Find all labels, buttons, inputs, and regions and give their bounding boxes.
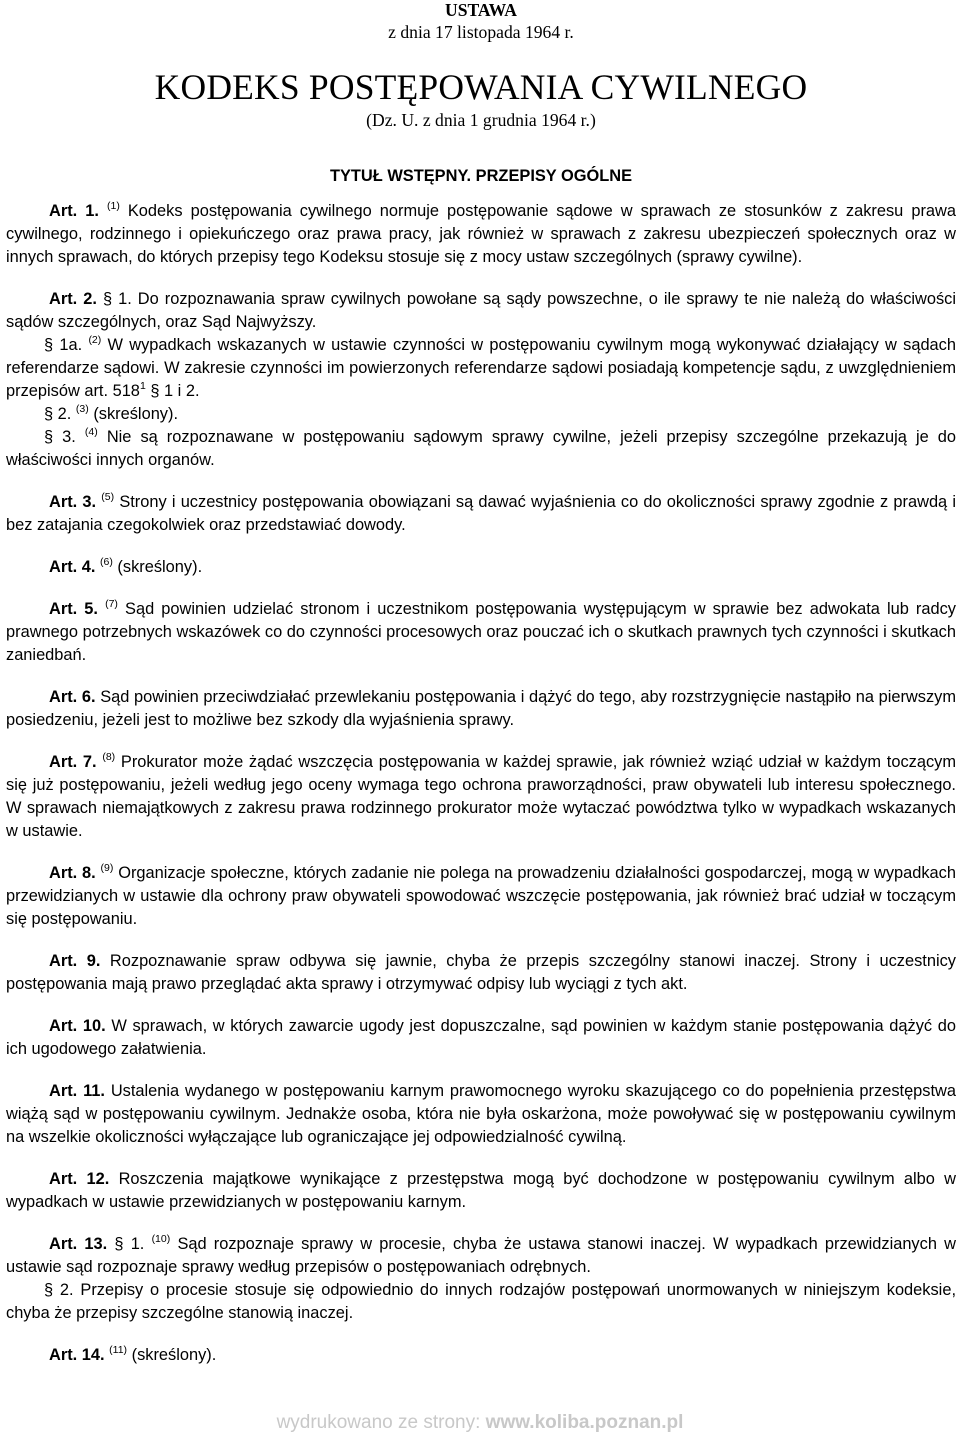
article-label: Art. 5. — [49, 600, 98, 618]
page-footer — [0, 1411, 960, 1435]
superscript-index: 1 — [139, 380, 146, 392]
footnote-marker[interactable]: (11) — [109, 1344, 128, 1356]
paragraph-label: § 2. — [44, 1281, 74, 1299]
article-7 — [6, 751, 956, 843]
article-text: Kodeks postępowania cywilnego normuje postępowanie sądowe w sprawach ze stosunków z zakresu prawa cywilnego, rodzinnego i opiekuńczego oraz prawa pracy, jak również w sprawach z zakresu ubezpieczeń społecznych oraz w innych sprawach, do których przepisy tego Kodeksu stosuje się z mocy ustaw szczególnych (sprawy cywilne). — [6, 202, 956, 266]
article-2 — [6, 288, 956, 472]
article-label: Art. 14. — [49, 1346, 105, 1364]
article-label: Art. 9. — [49, 952, 101, 970]
article-text: Sąd powinien przeciwdziałać przewlekaniu postępowania i dążyć do tego, aby rozstrzygnięcie nastąpiło na pierwszym posiedzeniu, jeżeli jest to możliwe bez szkody dla wyjaśnienia sprawy. — [6, 688, 956, 729]
act-date: z dnia 17 listopada 1964 r. — [388, 22, 574, 42]
paragraph-label: § 1. — [114, 1235, 145, 1253]
publication-reference: (Dz. U. z dnia 1 grudnia 1964 r.) — [366, 110, 596, 130]
article-text: Prokurator może żądać wszczęcia postępowania w każdej sprawie, jak również wziąć udział w każdym toczącym się już postępowaniu, jeżeli według jego oceny wymaga tego ochrona praworządności, praw obywateli lub interesu społecznego. W sprawach niemajątkowych z zakresu prawa rodzinnego prokurator może wytaczać powództwa tylko w wypadkach wskazanych w ustawie. — [6, 753, 956, 840]
footnote-marker[interactable]: (6) — [100, 556, 113, 568]
article-label: Art. 7. — [49, 753, 97, 771]
article-12 — [6, 1168, 956, 1214]
article-text: Organizacje społeczne, których zadanie nie polega na prowadzeniu działalności gospodarczej, mogą w wypadkach przewidzianych w ustawie dla ochrony praw obywateli spowodować wszczęcie postępowania, jak również brać udział w toczącym się postępowaniu. — [6, 864, 956, 928]
paragraph-text: Nie są rozpoznawane w postępowaniu sądowym sprawy cywilne, jeżeli przepisy szczególne przekazują je do właściwości innych organów. — [6, 428, 957, 469]
act-title: KODEKS POSTĘPOWANIA CYWILNEGO — [154, 67, 808, 107]
article-label: Art. 4. — [49, 558, 96, 576]
paragraph-label: § 3. — [44, 428, 76, 446]
footnote-marker[interactable]: (5) — [101, 491, 115, 503]
paragraph-text: Do rozpoznawania spraw cywilnych powołane są sądy powszechne, o ile sprawy te nie należą do właściwości sądów szczególnych, oraz Sąd Najwyższy. — [6, 290, 957, 331]
article-text: W sprawach, w których zawarcie ugody jest dopuszczalne, sąd powinien w każdym stanie postępowania dążyć do ich ugodowego załatwienia. — [6, 1017, 956, 1058]
footnote-marker[interactable]: (9) — [100, 862, 114, 874]
article-14 — [6, 1344, 956, 1367]
article-9 — [6, 950, 956, 996]
article-label: Art. 1. — [49, 202, 99, 220]
article-10 — [6, 1015, 956, 1061]
article-label: Art. 6. — [49, 688, 96, 706]
footnote-marker[interactable]: (7) — [105, 598, 118, 610]
article-label: Art. 8. — [49, 864, 96, 882]
article-text: (skreślony). — [131, 1346, 217, 1364]
article-label: Art. 11. — [49, 1082, 105, 1100]
article-text: Rozpoznawanie spraw odbywa się jawnie, chyba że przepis szczególny stanowi inaczej. Strony i uczestnicy postępowania mają prawo przeglądać akta sprawy i otrzymywać odpisy lub wyciągi z tych akt. — [6, 952, 956, 993]
paragraph-text-end: § 1 i 2. — [150, 382, 200, 400]
article-5 — [6, 598, 956, 667]
article-13 — [6, 1233, 956, 1325]
footnote-marker[interactable]: (3) — [75, 403, 89, 415]
section-title: TYTUŁ WSTĘPNY. PRZEPISY OGÓLNE — [329, 167, 633, 185]
paragraph-label: § 1a. — [44, 336, 83, 354]
article-text: (skreślony). — [117, 558, 203, 576]
article-1 — [6, 200, 956, 269]
article-text: Roszczenia majątkowe wynikające z przestępstwa mogą być dochodzone w postępowaniu cywilnym albo w wypadkach w ustawie przewidzianych w postępowaniu karnym. — [6, 1170, 956, 1211]
article-11 — [6, 1080, 956, 1149]
article-label: Art. 3. — [49, 493, 97, 511]
footer-site-link[interactable]: www.koliba.poznan.pl — [485, 1412, 684, 1433]
article-label: Art. 10. — [49, 1017, 106, 1035]
article-6 — [6, 686, 956, 732]
paragraph-label: § 2. — [44, 405, 72, 423]
article-4 — [6, 556, 956, 579]
article-text: Sąd powinien udzielać stronom i uczestnikom postępowania występującym w sprawie bez adwokata lub radcy prawnego potrzebnych wskazówek co do czynności procesowych oraz pouczać ich o skutkach prawnych tych czynności i skutkach zaniedbań. — [6, 600, 956, 664]
paragraph-text: Sąd rozpoznaje sprawy w procesie, chyba że ustawa stanowi inaczej. W wypadkach przewidzianych w ustawie sąd rozpoznaje sprawy według przepisów o postępowaniach odrębnych. — [6, 1235, 956, 1276]
article-text: Strony i uczestnicy postępowania obowiązani są dawać wyjaśnienia co do okoliczności sprawy zgodnie z prawdą i bez zatajania czegokolwiek oraz przedstawiać dowody. — [6, 493, 956, 534]
article-label: Art. 2. — [49, 290, 97, 308]
paragraph-text: (skreślony). — [93, 405, 179, 423]
paragraph-text: W wypadkach wskazanych w ustawie czynności w postępowaniu cywilnym mogą wykonywać działający w sądach referendarze sądowi. W zakresie czynności im powierzonych referendarze sądowi posiadają kompetencje sądu, z uwzględnieniem przepisów art. 518 — [6, 336, 956, 400]
document-header — [6, 0, 956, 132]
article-label: Art. 12. — [49, 1170, 110, 1188]
article-8 — [6, 862, 956, 931]
footer-prefix: wydrukowano ze strony: — [276, 1412, 481, 1433]
footnote-marker[interactable]: (1) — [106, 200, 120, 212]
article-3 — [6, 491, 956, 537]
paragraph-label: § 1. — [102, 290, 132, 308]
footnote-marker[interactable]: (2) — [88, 334, 102, 346]
footnote-marker[interactable]: (4) — [84, 426, 98, 438]
article-text: Ustalenia wydanego w postępowaniu karnym prawomocnego wyroku skazującego co do popełnienia przestępstwa wiążą sąd w postępowaniu cywilnym. Jednakże osoba, która nie była oskarżona, może powoływać się w postępowaniu cywilnym na wszelkie okoliczności wyłączające lub ograniczające jej odpowiedzialność cywilną. — [6, 1082, 957, 1146]
paragraph-text: Przepisy o procesie stosuje się odpowiednio do innych rodzajów postępowań unormowanych w niniejszym kodeksie, chyba że przepisy szczególne stanowią inaczej. — [6, 1281, 956, 1322]
footnote-marker[interactable]: (10) — [151, 1233, 171, 1245]
act-type: USTAWA — [444, 0, 518, 20]
footnote-marker[interactable]: (8) — [102, 751, 116, 763]
article-label: Art. 13. — [49, 1235, 108, 1253]
